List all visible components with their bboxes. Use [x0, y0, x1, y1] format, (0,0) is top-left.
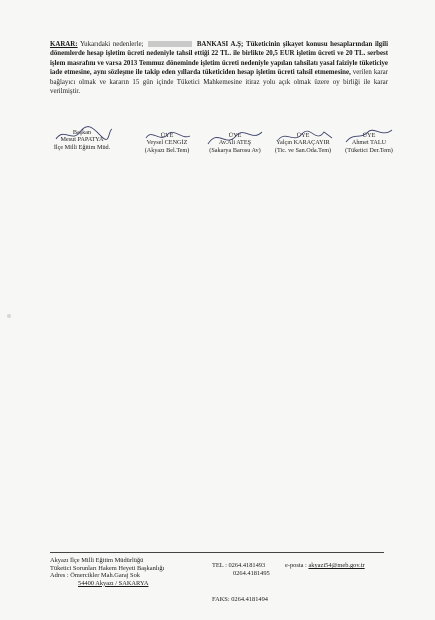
footer-email [285, 562, 395, 570]
signatory-title: ÜYE [228, 132, 242, 139]
footer-institution: Akyazı İlçe Milli Eğitim Müdürlüğü [50, 557, 144, 564]
footer-fax: FAKS: 0264.4181494 [212, 596, 268, 604]
footer-city: 54400 Akyazı / SAKARYA [78, 579, 149, 587]
punch-hole-mark [7, 314, 11, 318]
signatory-name: Mesut PAPATYA [60, 136, 104, 144]
signatory-title: ÜYE [160, 132, 174, 139]
decision-label: KARAR: [50, 41, 78, 48]
signatory-name: Veysel CENGİZ [146, 139, 188, 147]
footer-address [50, 557, 200, 587]
signatory-name: Ahmet TALU [351, 139, 387, 147]
signature-block-chair [46, 129, 118, 151]
footer-street: Adres : Ömercikler Mah.Garaj Sok [50, 572, 140, 580]
signatory-name: Av.Ali ATEŞ [218, 139, 252, 147]
decision-paragraph [50, 40, 388, 96]
footer-divider [50, 552, 384, 553]
decision-closing: verilen karar bağlayıcı olmak ve kararın 15 gün içinde Tüketici Mahkemesine itiraz yolu açık olmak üzere oy birliği ile karar verilmiştir. [50, 69, 388, 96]
signatory-institution: (Sakarya Barosu Av) [209, 146, 261, 154]
signatory-institution: (Tic. ve San.Oda.Tem) [274, 146, 332, 154]
signature-block-member-3 [262, 132, 344, 154]
signature-block-member-4 [336, 132, 402, 154]
redacted-bank-name [148, 41, 192, 47]
signatory-institution: (Akyazı Bel.Tem) [144, 146, 190, 154]
signatory-institution: (Tüketici Der.Tem) [345, 146, 393, 154]
footer-department: Tüketici Sorunları Hakem Heyeti Başkanlığı [50, 564, 165, 572]
email-link[interactable]: akyazi54@meb.gov.tr [308, 562, 365, 569]
signatory-institution: İlçe Milli Eğitim Müd. [53, 143, 111, 151]
signatory-title: ÜYE [296, 132, 310, 139]
signatory-title: Başkan [72, 129, 92, 136]
footer-email-label: e-posta : [285, 562, 307, 569]
footer-tel: TEL : 0264.4181493 [212, 562, 266, 569]
signature-block-member-1 [132, 132, 202, 154]
footer-tel-2: 0264.4181495 [233, 569, 270, 577]
decision-body: Tüketicinin şikayet konusu hesaplarından ilgili dönemlerde hesap işletim ücreti nedeniyle tahsil ettiği 22 TL. ile birlikte 20,5 EUR işletim ücreti ve 20 TL. serbest işlem masrafını ve varsa 2013 Temmuz döneminde işletim ücreti nedeniyle yapılan tahsilatı yasal faiziyle tüketiciye iade etmesine, aynı sözleşme ile takip eden yıllarda tüketiciden hesap işletim ücreti tahsil etmemesine, [50, 41, 388, 77]
signatory-name: Yalçın KARAÇAYIR [276, 139, 330, 147]
decision-intro: Yukarıdaki nedenlerle; [79, 41, 144, 48]
bank-suffix: BANKASI A.Ş; [196, 41, 244, 48]
signatory-title: ÜYE [362, 132, 376, 139]
